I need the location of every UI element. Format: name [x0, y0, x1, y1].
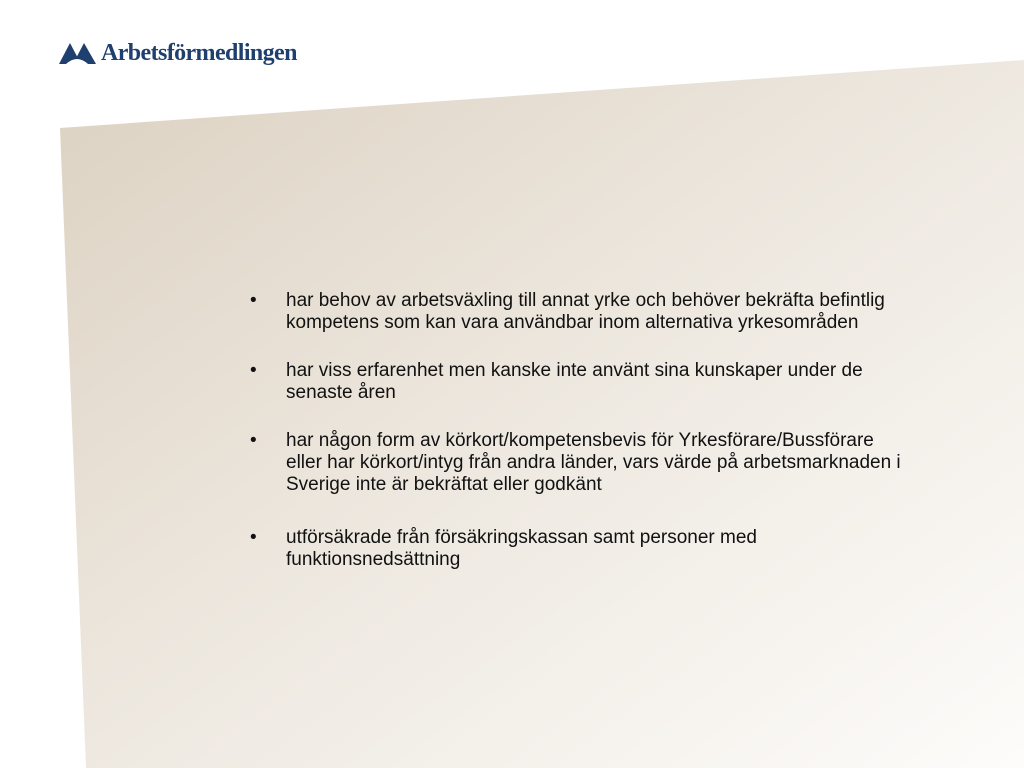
- bullet-icon: •: [250, 290, 257, 311]
- list-item-text: har någon form av körkort/kompetensbevis för Yrkesförare/Bussförare eller har körkort/intyg från andra länder, vars värde på arbetsmarknaden i Sverige inte är bekräftat eller godkänt: [286, 430, 901, 495]
- arbetsformedlingen-logo-icon: [58, 40, 98, 66]
- bullet-icon: •: [250, 360, 257, 381]
- list-item: [248, 527, 908, 571]
- criteria-list: [248, 290, 908, 571]
- list-item: [248, 290, 908, 334]
- list-item-text: utförsäkrade från försäkringskassan samt personer med funktionsnedsättning: [286, 527, 757, 570]
- bullet-icon: •: [250, 527, 257, 548]
- list-item: [248, 360, 908, 404]
- list-item-text: har behov av arbetsväxling till annat yrke och behöver bekräfta befintlig kompetens som kan vara användbar inom alternativa yrkesområden: [286, 290, 885, 333]
- bullet-icon: •: [250, 430, 257, 451]
- list-item: [248, 430, 908, 496]
- list-item-text: har viss erfarenhet men kanske inte använt sina kunskaper under de senaste åren: [286, 360, 863, 403]
- brand-logo: [58, 36, 297, 70]
- brand-name: Arbetsförmedlingen: [101, 40, 297, 66]
